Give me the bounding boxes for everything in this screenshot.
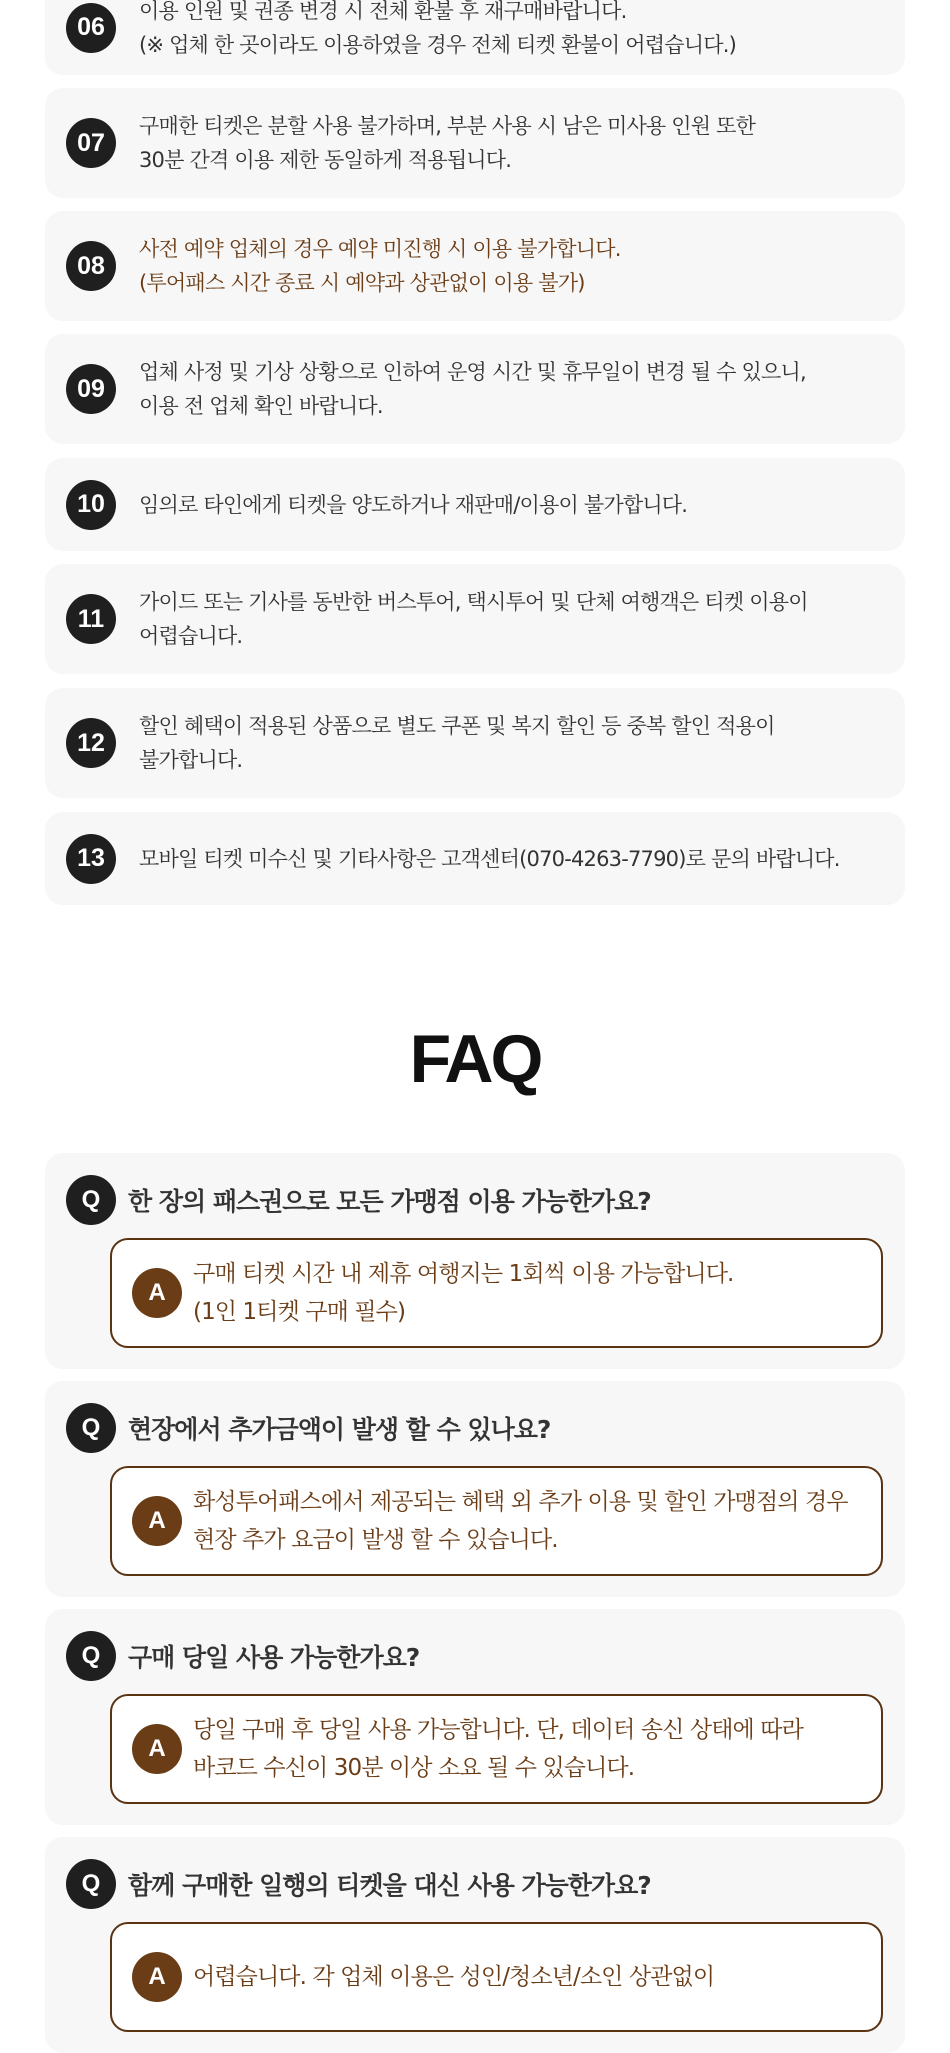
faq-answer: [193, 1483, 848, 1559]
notice-line: 30분 간격 이용 제한 동일하게 적용됩니다.: [139, 148, 512, 172]
notice-number-badge: 08: [66, 241, 116, 291]
notice-text: [139, 488, 687, 522]
faq-question: 함께 구매한 일행의 티켓을 대신 사용 가능한가요?: [128, 1871, 651, 1900]
answer-line: 당일 구매 후 당일 사용 가능합니다. 단, 데이터 송신 상태에 따라: [193, 1717, 803, 1743]
answer-line: 바코드 수신이 30분 이상 소요 될 수 있습니다.: [193, 1755, 635, 1781]
notice-item-11: [45, 564, 905, 674]
notice-text: [139, 232, 621, 300]
faq-answer: [193, 1255, 733, 1331]
faq-answer-box: [110, 1238, 883, 1348]
notice-text: [139, 842, 840, 876]
notice-line: 사전 예약 업체의 경우 예약 미진행 시 이용 불가합니다.: [139, 237, 621, 261]
notice-line: (※ 업체 한 곳이라도 이용하였을 경우 전체 티켓 환불이 어렵습니다.): [139, 32, 736, 57]
notice-number-badge: 06: [66, 3, 116, 53]
notice-text: [139, 0, 736, 62]
faq-heading: FAQ: [409, 1021, 541, 1097]
notice-line: 임의로 타인에게 티켓을 양도하거나 재판매/이용이 불가합니다.: [139, 492, 688, 517]
faq-question: 현장에서 추가금액이 발생 할 수 있나요?: [128, 1415, 551, 1444]
answer-badge: A: [132, 1268, 182, 1318]
answer-badge: A: [132, 1496, 182, 1546]
faq-answer: [193, 1711, 803, 1787]
faq-question-row[interactable]: [66, 1631, 419, 1681]
notice-line: (투어패스 시간 종료 시 예약과 상관없이 이용 불가): [139, 271, 585, 295]
faq-question-row[interactable]: [66, 1859, 651, 1909]
notice-line: 가이드 또는 기사를 동반한 버스투어, 택시투어 및 단체 여행객은 티켓 이용이: [139, 590, 808, 614]
faq-item[interactable]: [45, 1381, 905, 1597]
notice-line: 이용 인원 및 권종 변경 시 전체 환불 후 재구매바랍니다.: [139, 0, 627, 23]
faq-item[interactable]: [45, 1609, 905, 1825]
faq-question: 구매 당일 사용 가능한가요?: [128, 1643, 420, 1672]
faq-item[interactable]: [45, 1153, 905, 1369]
answer-line: 화성투어패스에서 제공되는 혜택 외 추가 이용 및 할인 가맹점의 경우: [193, 1489, 848, 1515]
notice-line: 어렵습니다.: [139, 624, 243, 648]
notice-number-badge: 12: [66, 718, 116, 768]
notice-text: [139, 585, 808, 653]
faq-question-row[interactable]: [66, 1403, 550, 1453]
notice-line: 구매한 티켓은 분할 사용 불가하며, 부분 사용 시 남은 미사용 인원 또한: [139, 114, 756, 138]
notice-item-10: [45, 458, 905, 551]
answer-badge: A: [132, 1724, 182, 1774]
faq-question: 한 장의 패스권으로 모든 가맹점 이용 가능한가요?: [128, 1187, 651, 1216]
notice-line: 모바일 티켓 미수신 및 기타사항은 고객센터(070-4263-7790)로 문의 바랍니다.: [139, 846, 840, 871]
faq-question-row[interactable]: [66, 1175, 651, 1225]
notice-item-12: [45, 688, 905, 798]
notice-text: [139, 109, 755, 177]
notice-text: [139, 355, 806, 423]
answer-badge: A: [132, 1952, 182, 2002]
question-badge: Q: [66, 1631, 116, 1681]
faq-answer-box: [110, 1466, 883, 1576]
question-badge: Q: [66, 1403, 116, 1453]
notice-item-09: [45, 334, 905, 444]
notice-line: 불가합니다.: [139, 748, 243, 772]
notice-item-08: [45, 211, 905, 321]
notice-number-badge: 09: [66, 364, 116, 414]
faq-item[interactable]: [45, 1837, 905, 2053]
notice-text: [139, 709, 775, 777]
notice-number-badge: 10: [66, 480, 116, 530]
notice-number-badge: 07: [66, 118, 116, 168]
faq-answer: [193, 1958, 714, 1996]
faq-answer-box: [110, 1922, 883, 2032]
notice-line: 이용 전 업체 확인 바랍니다.: [139, 394, 383, 418]
notice-item-06: [45, 0, 905, 75]
notice-number-badge: 11: [66, 594, 116, 644]
notice-item-13: [45, 812, 905, 905]
answer-line: 구매 티켓 시간 내 제휴 여행지는 1회씩 이용 가능합니다.: [193, 1261, 734, 1287]
notice-line: 할인 혜택이 적용된 상품으로 별도 쿠폰 및 복지 할인 등 중복 할인 적용이: [139, 714, 775, 738]
notice-number-badge: 13: [66, 834, 116, 884]
faq-answer-box: [110, 1694, 883, 1804]
answer-line: 어렵습니다. 각 업체 이용은 성인/청소년/소인 상관없이: [193, 1964, 715, 1990]
answer-line: 현장 추가 요금이 발생 할 수 있습니다.: [193, 1527, 558, 1553]
notice-item-07: [45, 88, 905, 198]
answer-line: (1인 1티켓 구매 필수): [193, 1299, 406, 1325]
question-badge: Q: [66, 1175, 116, 1225]
question-badge: Q: [66, 1859, 116, 1909]
notice-line: 업체 사정 및 기상 상황으로 인하여 운영 시간 및 휴무일이 변경 될 수 있으니,: [139, 360, 806, 384]
